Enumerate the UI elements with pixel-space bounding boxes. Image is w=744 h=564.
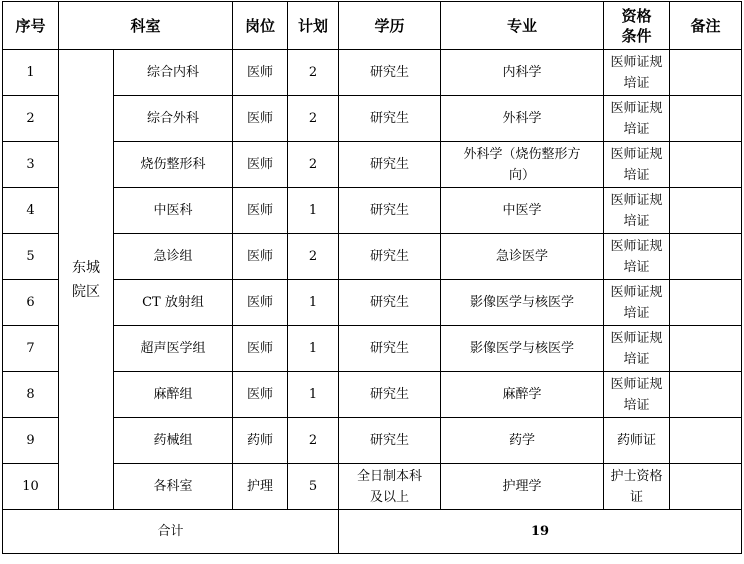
cell-major: 外科学 xyxy=(441,96,604,142)
cell-remark xyxy=(670,280,742,326)
cell-seq: 5 xyxy=(3,234,59,280)
cell-qual xyxy=(604,50,670,96)
cell-seq: 8 xyxy=(3,372,59,418)
cell-seq: 6 xyxy=(3,280,59,326)
table-row xyxy=(3,188,742,234)
header-major: 专业 xyxy=(441,2,604,50)
cell-remark xyxy=(670,50,742,96)
qual-text: 医师证规培证 xyxy=(610,54,663,91)
cell-major: 麻醉学 xyxy=(441,372,604,418)
header-seq: 序号 xyxy=(3,2,59,50)
table-body xyxy=(3,50,742,554)
major-text: 外科学（烧伤整形方向） xyxy=(463,146,581,183)
table-row xyxy=(3,464,742,510)
qual-text: 医师证规培证 xyxy=(610,330,663,367)
cell-seq: 1 xyxy=(3,50,59,96)
header-remark: 备注 xyxy=(670,2,742,50)
cell-qual xyxy=(604,372,670,418)
cell-dept: 各科室 xyxy=(114,464,233,510)
cell-plan: 2 xyxy=(288,418,339,464)
cell-remark xyxy=(670,372,742,418)
cell-edu: 研究生 xyxy=(339,326,441,372)
qual-text: 护士资格证 xyxy=(610,468,663,505)
cell-major: 药学 xyxy=(441,418,604,464)
cell-post: 医师 xyxy=(233,50,288,96)
cell-plan: 1 xyxy=(288,372,339,418)
cell-qual xyxy=(604,326,670,372)
table-row xyxy=(3,280,742,326)
cell-dept: 超声医学组 xyxy=(114,326,233,372)
recruitment-table xyxy=(2,1,742,554)
cell-edu: 研究生 xyxy=(339,50,441,96)
cell-plan: 1 xyxy=(288,280,339,326)
cell-edu: 研究生 xyxy=(339,418,441,464)
header-post: 岗位 xyxy=(233,2,288,50)
qual-text: 医师证规培证 xyxy=(610,238,663,275)
cell-dept: 中医科 xyxy=(114,188,233,234)
header-qual xyxy=(604,2,670,50)
table-row xyxy=(3,142,742,188)
cell-post: 医师 xyxy=(233,326,288,372)
cell-seq: 7 xyxy=(3,326,59,372)
cell-remark xyxy=(670,142,742,188)
cell-seq: 10 xyxy=(3,464,59,510)
cell-post: 医师 xyxy=(233,188,288,234)
campus-label: 东城院区 xyxy=(71,259,100,300)
cell-qual xyxy=(604,142,670,188)
cell-remark xyxy=(670,418,742,464)
cell-post: 药师 xyxy=(233,418,288,464)
cell-post: 医师 xyxy=(233,142,288,188)
cell-qual: 药师证 xyxy=(604,418,670,464)
header-qual-text: 资格条件 xyxy=(621,6,652,45)
cell-qual xyxy=(604,280,670,326)
header-plan: 计划 xyxy=(288,2,339,50)
cell-major: 影像医学与核医学 xyxy=(441,326,604,372)
cell-plan: 2 xyxy=(288,142,339,188)
total-row xyxy=(3,510,742,554)
qual-text: 医师证规培证 xyxy=(610,192,663,229)
cell-post: 医师 xyxy=(233,280,288,326)
cell-qual xyxy=(604,464,670,510)
cell-dept: 烧伤整形科 xyxy=(114,142,233,188)
cell-qual xyxy=(604,234,670,280)
cell-edu: 研究生 xyxy=(339,96,441,142)
cell-edu: 研究生 xyxy=(339,280,441,326)
cell-remark xyxy=(670,96,742,142)
qual-text: 医师证规培证 xyxy=(610,284,663,321)
cell-qual xyxy=(604,188,670,234)
table-row xyxy=(3,96,742,142)
cell-campus xyxy=(59,50,114,510)
table-row xyxy=(3,234,742,280)
cell-dept: 急诊组 xyxy=(114,234,233,280)
cell-major xyxy=(441,142,604,188)
cell-edu: 研究生 xyxy=(339,188,441,234)
cell-major: 中医学 xyxy=(441,188,604,234)
cell-post: 医师 xyxy=(233,372,288,418)
cell-post: 护理 xyxy=(233,464,288,510)
table-row xyxy=(3,418,742,464)
qual-text: 医师证规培证 xyxy=(610,146,663,183)
cell-plan: 1 xyxy=(288,326,339,372)
cell-plan: 2 xyxy=(288,96,339,142)
qual-text: 医师证规培证 xyxy=(610,376,663,413)
table-row xyxy=(3,326,742,372)
cell-remark xyxy=(670,464,742,510)
qual-text: 医师证规培证 xyxy=(610,100,663,137)
cell-seq: 3 xyxy=(3,142,59,188)
cell-dept: 综合内科 xyxy=(114,50,233,96)
cell-plan: 1 xyxy=(288,188,339,234)
cell-edu: 研究生 xyxy=(339,372,441,418)
cell-dept: CT 放射组 xyxy=(114,280,233,326)
cell-remark xyxy=(670,326,742,372)
cell-plan: 2 xyxy=(288,234,339,280)
cell-dept: 麻醉组 xyxy=(114,372,233,418)
cell-plan: 2 xyxy=(288,50,339,96)
cell-plan: 5 xyxy=(288,464,339,510)
total-value: 19 xyxy=(339,510,742,554)
total-label: 合计 xyxy=(3,510,339,554)
cell-remark xyxy=(670,188,742,234)
cell-remark xyxy=(670,234,742,280)
cell-dept: 综合外科 xyxy=(114,96,233,142)
table-row xyxy=(3,50,742,96)
cell-edu: 研究生 xyxy=(339,142,441,188)
edu-text: 全日制本科及以上 xyxy=(356,468,422,505)
cell-major: 急诊医学 xyxy=(441,234,604,280)
cell-seq: 4 xyxy=(3,188,59,234)
cell-seq: 9 xyxy=(3,418,59,464)
header-edu: 学历 xyxy=(339,2,441,50)
cell-dept: 药械组 xyxy=(114,418,233,464)
cell-qual xyxy=(604,96,670,142)
header-dept: 科室 xyxy=(59,2,233,50)
header-row xyxy=(3,2,742,50)
cell-edu xyxy=(339,464,441,510)
cell-seq: 2 xyxy=(3,96,59,142)
cell-edu: 研究生 xyxy=(339,234,441,280)
cell-major: 影像医学与核医学 xyxy=(441,280,604,326)
cell-major: 内科学 xyxy=(441,50,604,96)
cell-post: 医师 xyxy=(233,234,288,280)
table-row xyxy=(3,372,742,418)
cell-post: 医师 xyxy=(233,96,288,142)
cell-major: 护理学 xyxy=(441,464,604,510)
